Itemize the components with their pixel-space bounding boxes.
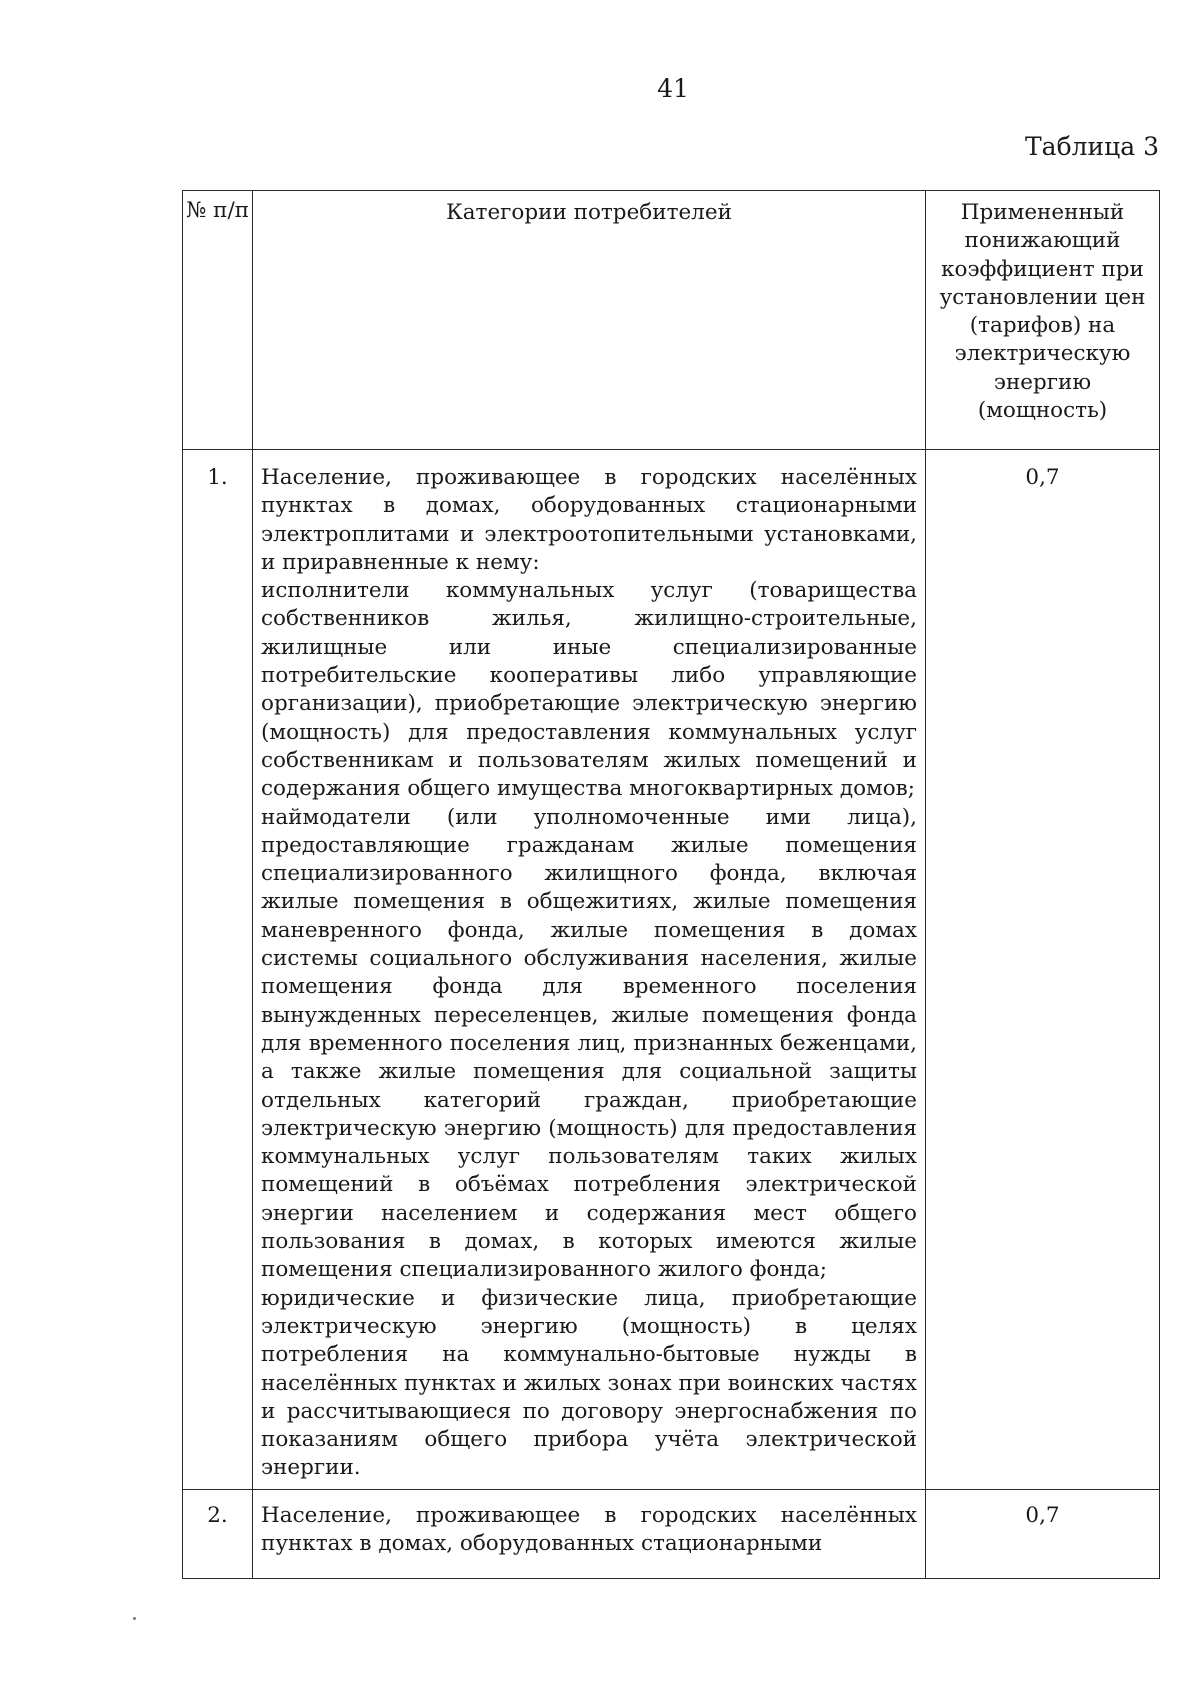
scan-speck xyxy=(133,1617,136,1620)
row-coefficient: 0,7 xyxy=(926,1490,1160,1579)
category-paragraph: Население, проживающее в городских населённых пунктах в домах, оборудованных стационарными xyxy=(261,1503,917,1557)
category-paragraph: исполнители коммунальных услуг (товарищества собственников жилья, жилищно-строительные, жилищные или иные специализированные потребительские кооперативы либо управляющие организации), приобретающие электрическую энергию (мощность) для предоставления коммунальных услуг собственникам и пользователям жилых помещений и содержания общего имущества многоквартирных домов; xyxy=(261,578,917,802)
table-header-row xyxy=(183,191,1160,450)
header-number: № п/п xyxy=(183,191,253,450)
row-number: 1. xyxy=(183,450,253,1490)
header-coefficient: Примененный понижающий коэффициент при установлении цен (тарифов) на электрическую энергию (мощность) xyxy=(926,191,1160,450)
table-row xyxy=(183,450,1160,1490)
table-caption: Таблица 3 xyxy=(1024,132,1159,161)
header-category: Категории потребителей xyxy=(253,191,926,450)
row-number: 2. xyxy=(183,1490,253,1579)
category-paragraph: наймодатели (или уполномоченные ими лица), предоставляющие гражданам жилые помещения специализированного жилищного фонда, включая жилые помещения в общежитиях, жилые помещения маневренного фонда, жилые помещения в домах системы социального обслуживания населения, жилые помещения фонда для временного поселения вынужденных переселенцев, жилые помещения фонда для временного поселения лиц, признанных беженцами, а также жилые помещения для социальной защиты отдельных категорий граждан, приобретающие электрическую энергию (мощность) для предоставления коммунальных услуг пользователям таких жилых помещений в объёмах потребления электрической энергии населением и содержания мест общего пользования в домах, в которых имеются жилые помещения специализированного жилого фонда; xyxy=(261,804,917,1283)
coefficients-table xyxy=(182,190,1160,1579)
row-category xyxy=(253,450,926,1490)
page-number: 41 xyxy=(657,74,689,103)
category-paragraph: юридические и физические лица, приобретающие электрическую энергию (мощность) в целях потребления на коммунально-бытовые нужды в населённых пунктах и жилых зонах при воинских частях и рассчитывающиеся по договору энергоснабжения по показаниям общего прибора учёта электрической энергии. xyxy=(261,1285,917,1481)
table-row xyxy=(183,1490,1160,1579)
row-coefficient: 0,7 xyxy=(926,450,1160,1490)
row-category xyxy=(253,1490,926,1579)
category-paragraph: Население, проживающее в городских населённых пунктах в домах, оборудованных стационарными электроплитами и электроотопительными установками, и приравненные к нему: xyxy=(261,465,917,575)
